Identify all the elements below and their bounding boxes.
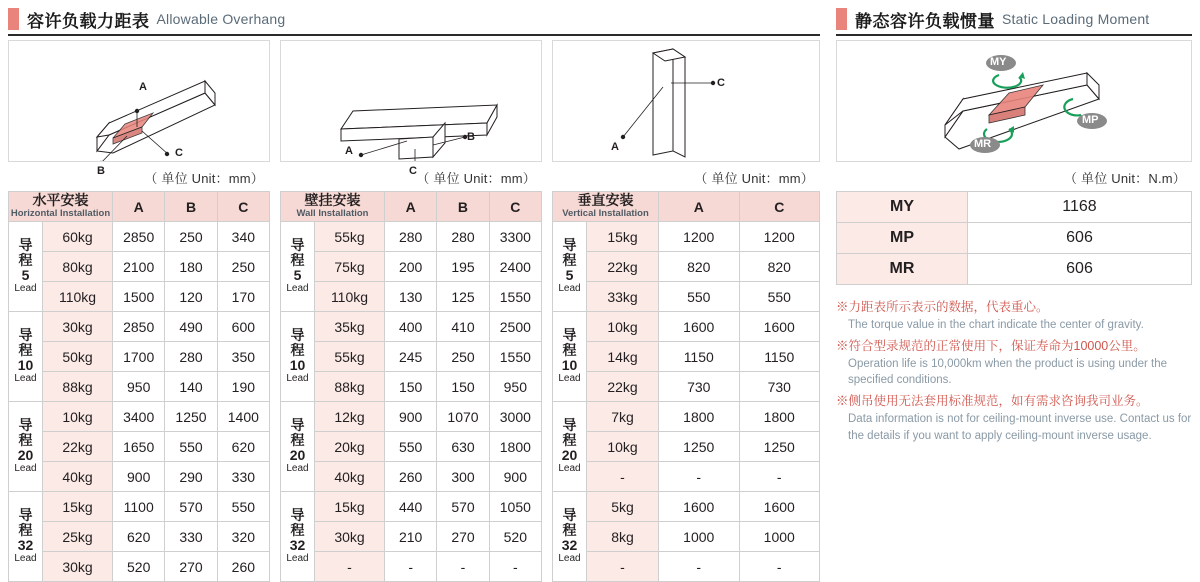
table-row — [9, 402, 270, 432]
cell-c: 330 — [217, 462, 269, 492]
table-header-row — [9, 192, 270, 222]
figure-label-c: C — [409, 165, 417, 177]
vertical-actuator-diagram — [553, 41, 819, 161]
header-col-b: B — [165, 192, 217, 222]
table-row — [9, 552, 270, 582]
figure-wall-installation — [280, 40, 542, 162]
cell-b: 150 — [437, 372, 489, 402]
header-col-c: C — [489, 192, 541, 222]
cell-load: 5kg — [587, 492, 659, 522]
table-row — [553, 432, 820, 462]
cell-c: 1600 — [739, 312, 820, 342]
cell-a: 1600 — [659, 312, 740, 342]
cell-a: 1500 — [113, 282, 165, 312]
cell-load: 7kg — [587, 402, 659, 432]
table-row — [9, 222, 270, 252]
cell-a: 1200 — [659, 222, 740, 252]
cell-c: 340 — [217, 222, 269, 252]
cell-load: 55kg — [315, 222, 385, 252]
unit-label-mm: （ 单位 Unit：mm） — [8, 162, 270, 191]
cell-a: 1800 — [659, 402, 740, 432]
cell-a: 440 — [385, 492, 437, 522]
cell-load: 22kg — [43, 432, 113, 462]
cell-b: 250 — [437, 342, 489, 372]
header-col-a: A — [659, 192, 740, 222]
table-row — [9, 312, 270, 342]
table-row — [837, 192, 1192, 223]
lead-group-cell: 导 程 10 Lead — [9, 312, 43, 402]
cell-c: 520 — [489, 522, 541, 552]
header-col-c: C — [217, 192, 269, 222]
header-mode-cn: 壁挂安装 — [281, 193, 384, 208]
figure-label-a: A — [611, 141, 619, 153]
unit-label-mm: （ 单位 Unit：mm） — [280, 162, 542, 191]
header-installation-mode — [9, 192, 113, 222]
figure-label-mr: MR — [974, 138, 991, 150]
header-col-c: C — [739, 192, 820, 222]
note-item — [836, 299, 1192, 333]
header-mode-cn: 水平安装 — [9, 193, 112, 208]
cell-c: 250 — [217, 252, 269, 282]
block-static-loading-moment — [836, 40, 1192, 449]
cell-moment-value: 1168 — [968, 192, 1192, 223]
table-row — [553, 402, 820, 432]
cell-a: 520 — [113, 552, 165, 582]
lead-group-cell: 导 程 5 Lead — [553, 222, 587, 312]
table-row — [9, 492, 270, 522]
cell-a: - — [385, 552, 437, 582]
header-mode-en: Vertical Installation — [553, 209, 658, 219]
section-title-cn: 容许负载力距表 — [27, 7, 150, 32]
cell-a: 1000 — [659, 522, 740, 552]
cell-c: 550 — [217, 492, 269, 522]
table-row — [553, 252, 820, 282]
cell-a: 1150 — [659, 342, 740, 372]
cell-c: 1250 — [739, 432, 820, 462]
cell-c: 170 — [217, 282, 269, 312]
cell-a: 3400 — [113, 402, 165, 432]
table-row — [553, 462, 820, 492]
table-row — [553, 282, 820, 312]
lead-group-cell: 导 程 32 Lead — [553, 492, 587, 582]
cell-c: - — [739, 462, 820, 492]
unit-label-mm: （ 单位 Unit：mm） — [552, 162, 820, 191]
cell-a: 245 — [385, 342, 437, 372]
cell-c: 1800 — [489, 432, 541, 462]
cell-a: 1600 — [659, 492, 740, 522]
figure-label-my: MY — [990, 56, 1007, 68]
cell-b: 1070 — [437, 402, 489, 432]
cell-c: 1050 — [489, 492, 541, 522]
section-header-allowable-overhang — [8, 6, 820, 32]
cell-b: 550 — [165, 432, 217, 462]
figure-horizontal-installation — [8, 40, 270, 162]
figure-label-c: C — [175, 147, 183, 159]
lead-group-cell: 导 程 20 Lead — [9, 402, 43, 492]
cell-b: 1250 — [165, 402, 217, 432]
table-row — [837, 223, 1192, 254]
cell-c: - — [489, 552, 541, 582]
cell-c: 1800 — [739, 402, 820, 432]
lead-group-cell: 导 程 20 Lead — [553, 402, 587, 492]
cell-moment-value: 606 — [968, 223, 1192, 254]
cell-load: 15kg — [43, 492, 113, 522]
accent-swatch-icon — [836, 8, 847, 30]
note-cn: ※侧吊使用无法套用标准规范，如有需求咨询我司业务。 — [836, 393, 1192, 411]
cell-c: 1550 — [489, 282, 541, 312]
cell-b: 180 — [165, 252, 217, 282]
cell-load: 30kg — [43, 312, 113, 342]
cell-load: 30kg — [315, 522, 385, 552]
cell-load: 15kg — [587, 222, 659, 252]
cell-a: 280 — [385, 222, 437, 252]
cell-b: 490 — [165, 312, 217, 342]
lead-group-cell: 导 程 10 Lead — [281, 312, 315, 402]
table-row — [281, 252, 542, 282]
figure-label-b: B — [467, 131, 475, 143]
lead-group-cell: 导 程 10 Lead — [553, 312, 587, 402]
note-cn: ※符合型录规范的正常使用下，保证寿命为10000公里。 — [836, 338, 1192, 356]
table-row — [281, 552, 542, 582]
cell-c: 350 — [217, 342, 269, 372]
cell-b: 570 — [165, 492, 217, 522]
cell-c: 3000 — [489, 402, 541, 432]
section-title-en: Allowable Overhang — [157, 11, 286, 27]
unit-label-nm: （ 单位 Unit：N.m） — [836, 162, 1192, 191]
cell-load: 20kg — [315, 432, 385, 462]
cell-c: 320 — [217, 522, 269, 552]
table-row — [9, 342, 270, 372]
cell-a: 820 — [659, 252, 740, 282]
cell-b: 330 — [165, 522, 217, 552]
cell-load: 10kg — [43, 402, 113, 432]
table-row — [9, 282, 270, 312]
cell-load: 80kg — [43, 252, 113, 282]
cell-load: 10kg — [587, 312, 659, 342]
header-col-a: A — [113, 192, 165, 222]
figure-label-a: A — [345, 145, 353, 157]
horizontal-actuator-diagram — [9, 41, 269, 161]
cell-a: 900 — [385, 402, 437, 432]
cell-a: 2850 — [113, 312, 165, 342]
cell-b: 280 — [437, 222, 489, 252]
cell-c: 1400 — [217, 402, 269, 432]
header-mode-en: Horizontal Installation — [9, 209, 112, 219]
cell-load: 22kg — [587, 372, 659, 402]
table-row — [553, 342, 820, 372]
cell-load: - — [587, 552, 659, 582]
cell-a: 2100 — [113, 252, 165, 282]
cell-load: 88kg — [43, 372, 113, 402]
table-row — [281, 402, 542, 432]
table-row — [281, 462, 542, 492]
cell-a: - — [659, 552, 740, 582]
block-wall-installation — [280, 40, 542, 582]
table-row — [281, 372, 542, 402]
cell-a: 260 — [385, 462, 437, 492]
cell-c: 730 — [739, 372, 820, 402]
cell-load: 110kg — [315, 282, 385, 312]
cell-load: 40kg — [43, 462, 113, 492]
cell-load: 40kg — [315, 462, 385, 492]
table-body — [281, 192, 542, 582]
cell-load: 22kg — [587, 252, 659, 282]
cell-a: 1650 — [113, 432, 165, 462]
cell-b: 125 — [437, 282, 489, 312]
cell-a: 550 — [385, 432, 437, 462]
table-row — [281, 312, 542, 342]
block-vertical-installation — [552, 40, 820, 582]
table-wall-installation — [280, 191, 542, 582]
header-installation-mode — [553, 192, 659, 222]
table-row — [9, 252, 270, 282]
table-row — [281, 432, 542, 462]
section-title-en: Static Loading Moment — [1002, 11, 1149, 27]
cell-b: 270 — [437, 522, 489, 552]
cell-c: 190 — [217, 372, 269, 402]
table-horizontal-installation — [8, 191, 270, 582]
table-row — [9, 372, 270, 402]
cell-b: 120 — [165, 282, 217, 312]
cell-a: 1700 — [113, 342, 165, 372]
cell-c: 2500 — [489, 312, 541, 342]
figure-label-mp: MP — [1082, 114, 1099, 126]
notes-block — [836, 299, 1192, 444]
table-body — [837, 192, 1192, 285]
cell-a: - — [659, 462, 740, 492]
cell-load: 10kg — [587, 432, 659, 462]
cell-c: 620 — [217, 432, 269, 462]
lead-group-cell: 导 程 20 Lead — [281, 402, 315, 492]
table-body — [553, 192, 820, 582]
table-row — [281, 282, 542, 312]
figure-label-c: C — [717, 77, 725, 89]
header-mode-en: Wall Installation — [281, 209, 384, 219]
cell-load: 50kg — [43, 342, 113, 372]
cell-a: 200 — [385, 252, 437, 282]
table-static-loading-moment — [836, 191, 1192, 285]
cell-load: 35kg — [315, 312, 385, 342]
table-header-row — [281, 192, 542, 222]
cell-a: 150 — [385, 372, 437, 402]
cell-c: 1550 — [489, 342, 541, 372]
table-row — [9, 462, 270, 492]
cell-b: 195 — [437, 252, 489, 282]
cell-c: 1150 — [739, 342, 820, 372]
header-col-a: A — [385, 192, 437, 222]
table-row — [9, 522, 270, 552]
cell-c: 260 — [217, 552, 269, 582]
table-header-row — [553, 192, 820, 222]
wall-actuator-diagram — [281, 41, 541, 161]
note-item — [836, 393, 1192, 443]
cell-load: 55kg — [315, 342, 385, 372]
block-horizontal-installation — [8, 40, 270, 582]
cell-a: 1250 — [659, 432, 740, 462]
cell-load: 8kg — [587, 522, 659, 552]
table-row — [281, 222, 542, 252]
figure-label-a: A — [139, 81, 147, 93]
cell-b: 250 — [165, 222, 217, 252]
cell-a: 900 — [113, 462, 165, 492]
note-en: Operation life is 10,000km when the product is using under the specified conditions. — [836, 356, 1192, 389]
header-installation-mode — [281, 192, 385, 222]
cell-load: 33kg — [587, 282, 659, 312]
note-item — [836, 338, 1192, 388]
figure-vertical-installation — [552, 40, 820, 162]
cell-c: 820 — [739, 252, 820, 282]
table-row — [281, 522, 542, 552]
cell-c: 600 — [217, 312, 269, 342]
section-title-cn: 静态容许负载惯量 — [855, 7, 995, 32]
cell-b: 140 — [165, 372, 217, 402]
cell-b: 570 — [437, 492, 489, 522]
cell-load: 30kg — [43, 552, 113, 582]
table-row — [553, 522, 820, 552]
cell-moment-label: MP — [837, 223, 968, 254]
cell-moment-label: MR — [837, 254, 968, 285]
table-row — [553, 492, 820, 522]
table-row — [553, 552, 820, 582]
table-row — [553, 372, 820, 402]
cell-b: 280 — [165, 342, 217, 372]
cell-a: 620 — [113, 522, 165, 552]
note-cn: ※力距表所示表示的数据，代表重心。 — [836, 299, 1192, 317]
cell-a: 2850 — [113, 222, 165, 252]
cell-a: 130 — [385, 282, 437, 312]
table-row — [281, 342, 542, 372]
header-col-b: B — [437, 192, 489, 222]
cell-moment-label: MY — [837, 192, 968, 223]
table-row — [553, 222, 820, 252]
cell-load: 15kg — [315, 492, 385, 522]
cell-c: 2400 — [489, 252, 541, 282]
cell-c: 550 — [739, 282, 820, 312]
cell-c: 3300 — [489, 222, 541, 252]
header-rule — [836, 34, 1192, 36]
cell-load: 14kg — [587, 342, 659, 372]
cell-c: - — [739, 552, 820, 582]
cell-a: 950 — [113, 372, 165, 402]
lead-group-cell: 导 程 5 Lead — [9, 222, 43, 312]
cell-a: 550 — [659, 282, 740, 312]
cell-load: 12kg — [315, 402, 385, 432]
cell-c: 900 — [489, 462, 541, 492]
accent-swatch-icon — [8, 8, 19, 30]
table-row — [281, 492, 542, 522]
cell-c: 950 — [489, 372, 541, 402]
table-row — [9, 432, 270, 462]
cell-a: 210 — [385, 522, 437, 552]
lead-group-cell: 导 程 5 Lead — [281, 222, 315, 312]
table-row — [837, 254, 1192, 285]
figure-label-b: B — [97, 165, 105, 177]
figure-static-loading-moment — [836, 40, 1192, 162]
cell-load: 88kg — [315, 372, 385, 402]
cell-b: 630 — [437, 432, 489, 462]
cell-load: 60kg — [43, 222, 113, 252]
cell-a: 1100 — [113, 492, 165, 522]
cell-b: 300 — [437, 462, 489, 492]
table-vertical-installation — [552, 191, 820, 582]
lead-group-cell: 导 程 32 Lead — [9, 492, 43, 582]
cell-b: 290 — [165, 462, 217, 492]
cell-a: 730 — [659, 372, 740, 402]
lead-group-cell: 导 程 32 Lead — [281, 492, 315, 582]
cell-load: 25kg — [43, 522, 113, 552]
cell-load: 75kg — [315, 252, 385, 282]
cell-c: 1000 — [739, 522, 820, 552]
note-en: Data information is not for ceiling-mount inverse use. Contact us for the details if you want to apply ceiling-mount inverse usage. — [836, 411, 1192, 444]
header-mode-cn: 垂直安装 — [553, 193, 658, 208]
cell-moment-value: 606 — [968, 254, 1192, 285]
cell-a: 400 — [385, 312, 437, 342]
table-body — [9, 192, 270, 582]
section-header-static-loading-moment — [836, 6, 1192, 32]
cell-b: 410 — [437, 312, 489, 342]
note-en: The torque value in the chart indicate the center of gravity. — [836, 317, 1192, 333]
table-row — [553, 312, 820, 342]
header-rule — [8, 34, 820, 36]
cell-b: 270 — [165, 552, 217, 582]
cell-c: 1600 — [739, 492, 820, 522]
cell-c: 1200 — [739, 222, 820, 252]
cell-b: - — [437, 552, 489, 582]
moment-actuator-diagram — [837, 41, 1191, 161]
cell-load: - — [587, 462, 659, 492]
cell-load: 110kg — [43, 282, 113, 312]
cell-load: - — [315, 552, 385, 582]
